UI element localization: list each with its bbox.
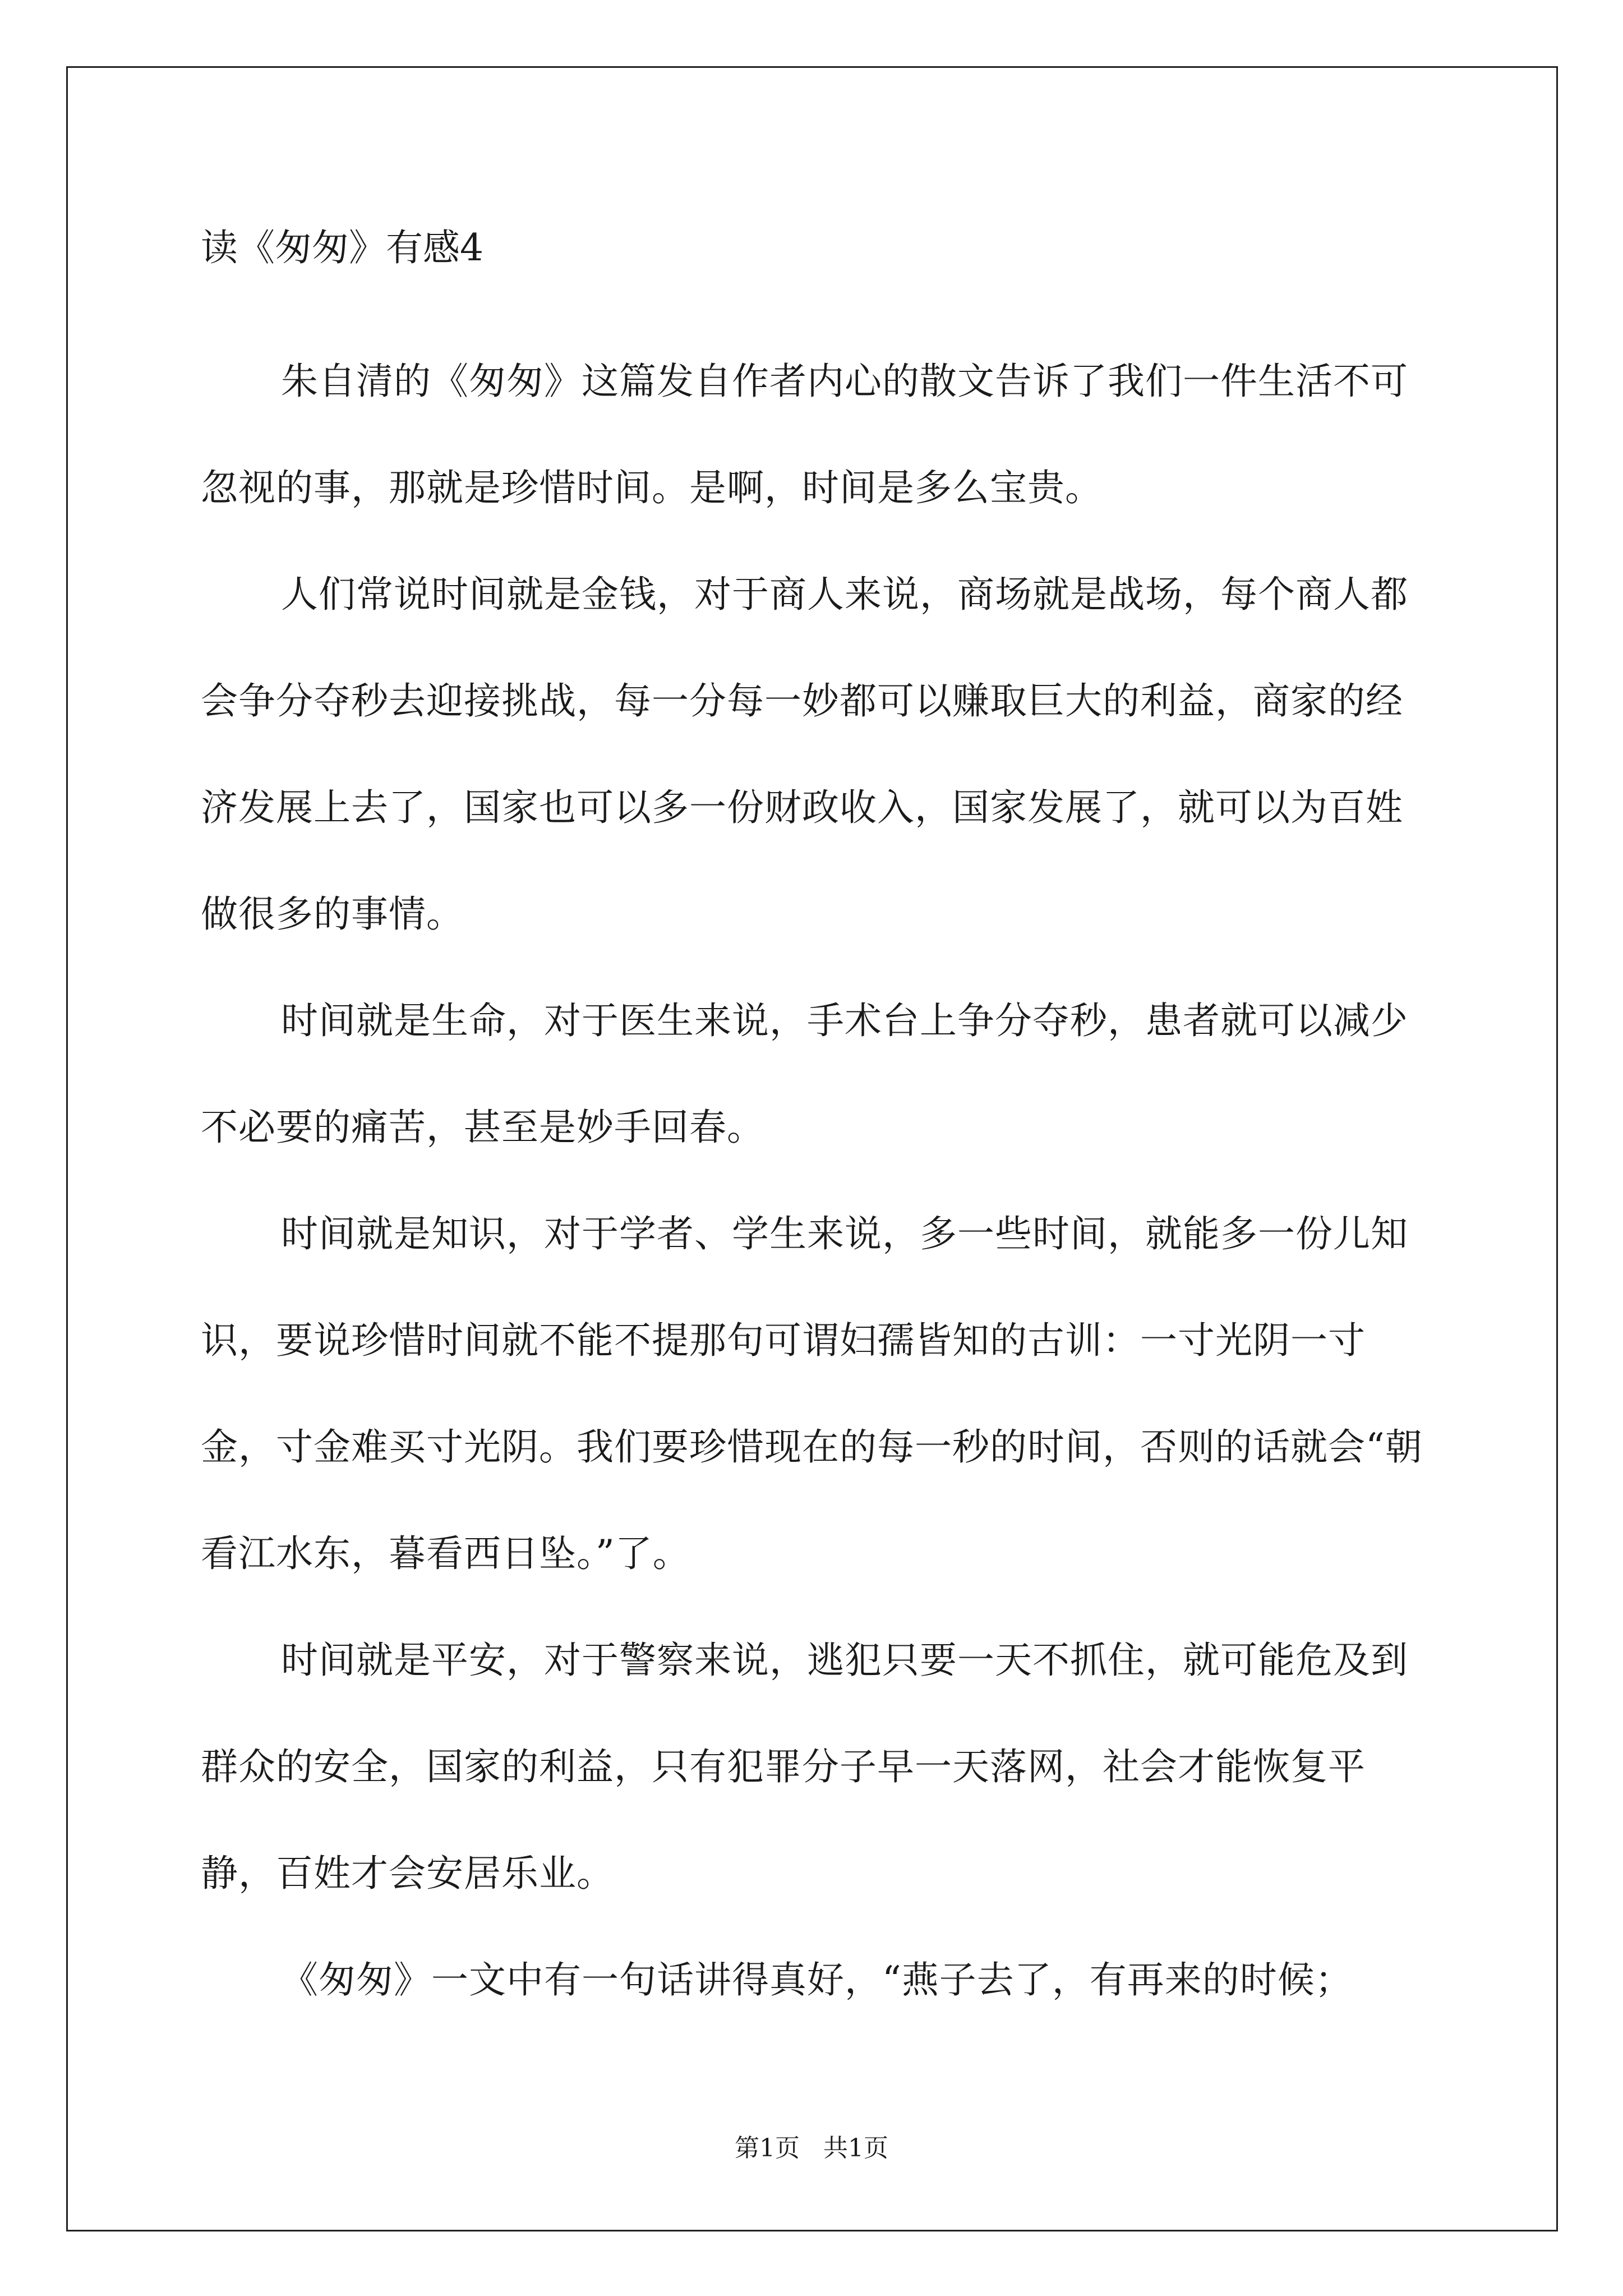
paragraph-1: 朱自清的《匆匆》这篇发自作者内心的散文告诉了我们一件生活不可忽视的事，那就是珍惜时间。是啊，时间是多么宝贵。 xyxy=(201,360,1408,509)
document-body xyxy=(201,215,1423,2033)
paragraph-2: 人们常说时间就是金钱，对于商人来说，商场就是战场，每个商人都会争分夺秒去迎接挑战，每一分每一妙都可以赚取巨大的利益，商家的经济发展上去了，国家也可以多一份财政收入，国家发展了，就可以为百姓做很多的事情。 xyxy=(201,573,1408,936)
paragraph-6: 《匆匆》一文中有一句话讲得真好，“燕子去了，有再来的时候； xyxy=(281,1958,1353,2001)
paragraph-4: 时间就是知识，对于学者、学生来说，多一些时间，就能多一份儿知识，要说珍惜时间就不能不提那句可谓妇孺皆知的古训：一寸光阴一寸金，寸金难买寸光阴。我们要珍惜现在的每一秒的时间，否则的话就会“朝看江水东，暮看西日坠。”了。 xyxy=(201,1212,1423,1575)
paragraph-5: 时间就是平安，对于警察来说，逃犯只要一天不抓住，就可能危及到群众的安全，国家的利益，只有犯罪分子早一天落网，社会才能恢复平静，百姓才会安居乐业。 xyxy=(201,1639,1408,1895)
page-number-footer: 第1页 共1页 xyxy=(735,2134,888,2162)
document-title: 读《匆匆》有感4 xyxy=(201,226,483,269)
paragraph-3: 时间就是生命，对于医生来说，手术台上争分夺秒，患者就可以减少不必要的痛苦，甚至是妙手回春。 xyxy=(201,999,1408,1149)
